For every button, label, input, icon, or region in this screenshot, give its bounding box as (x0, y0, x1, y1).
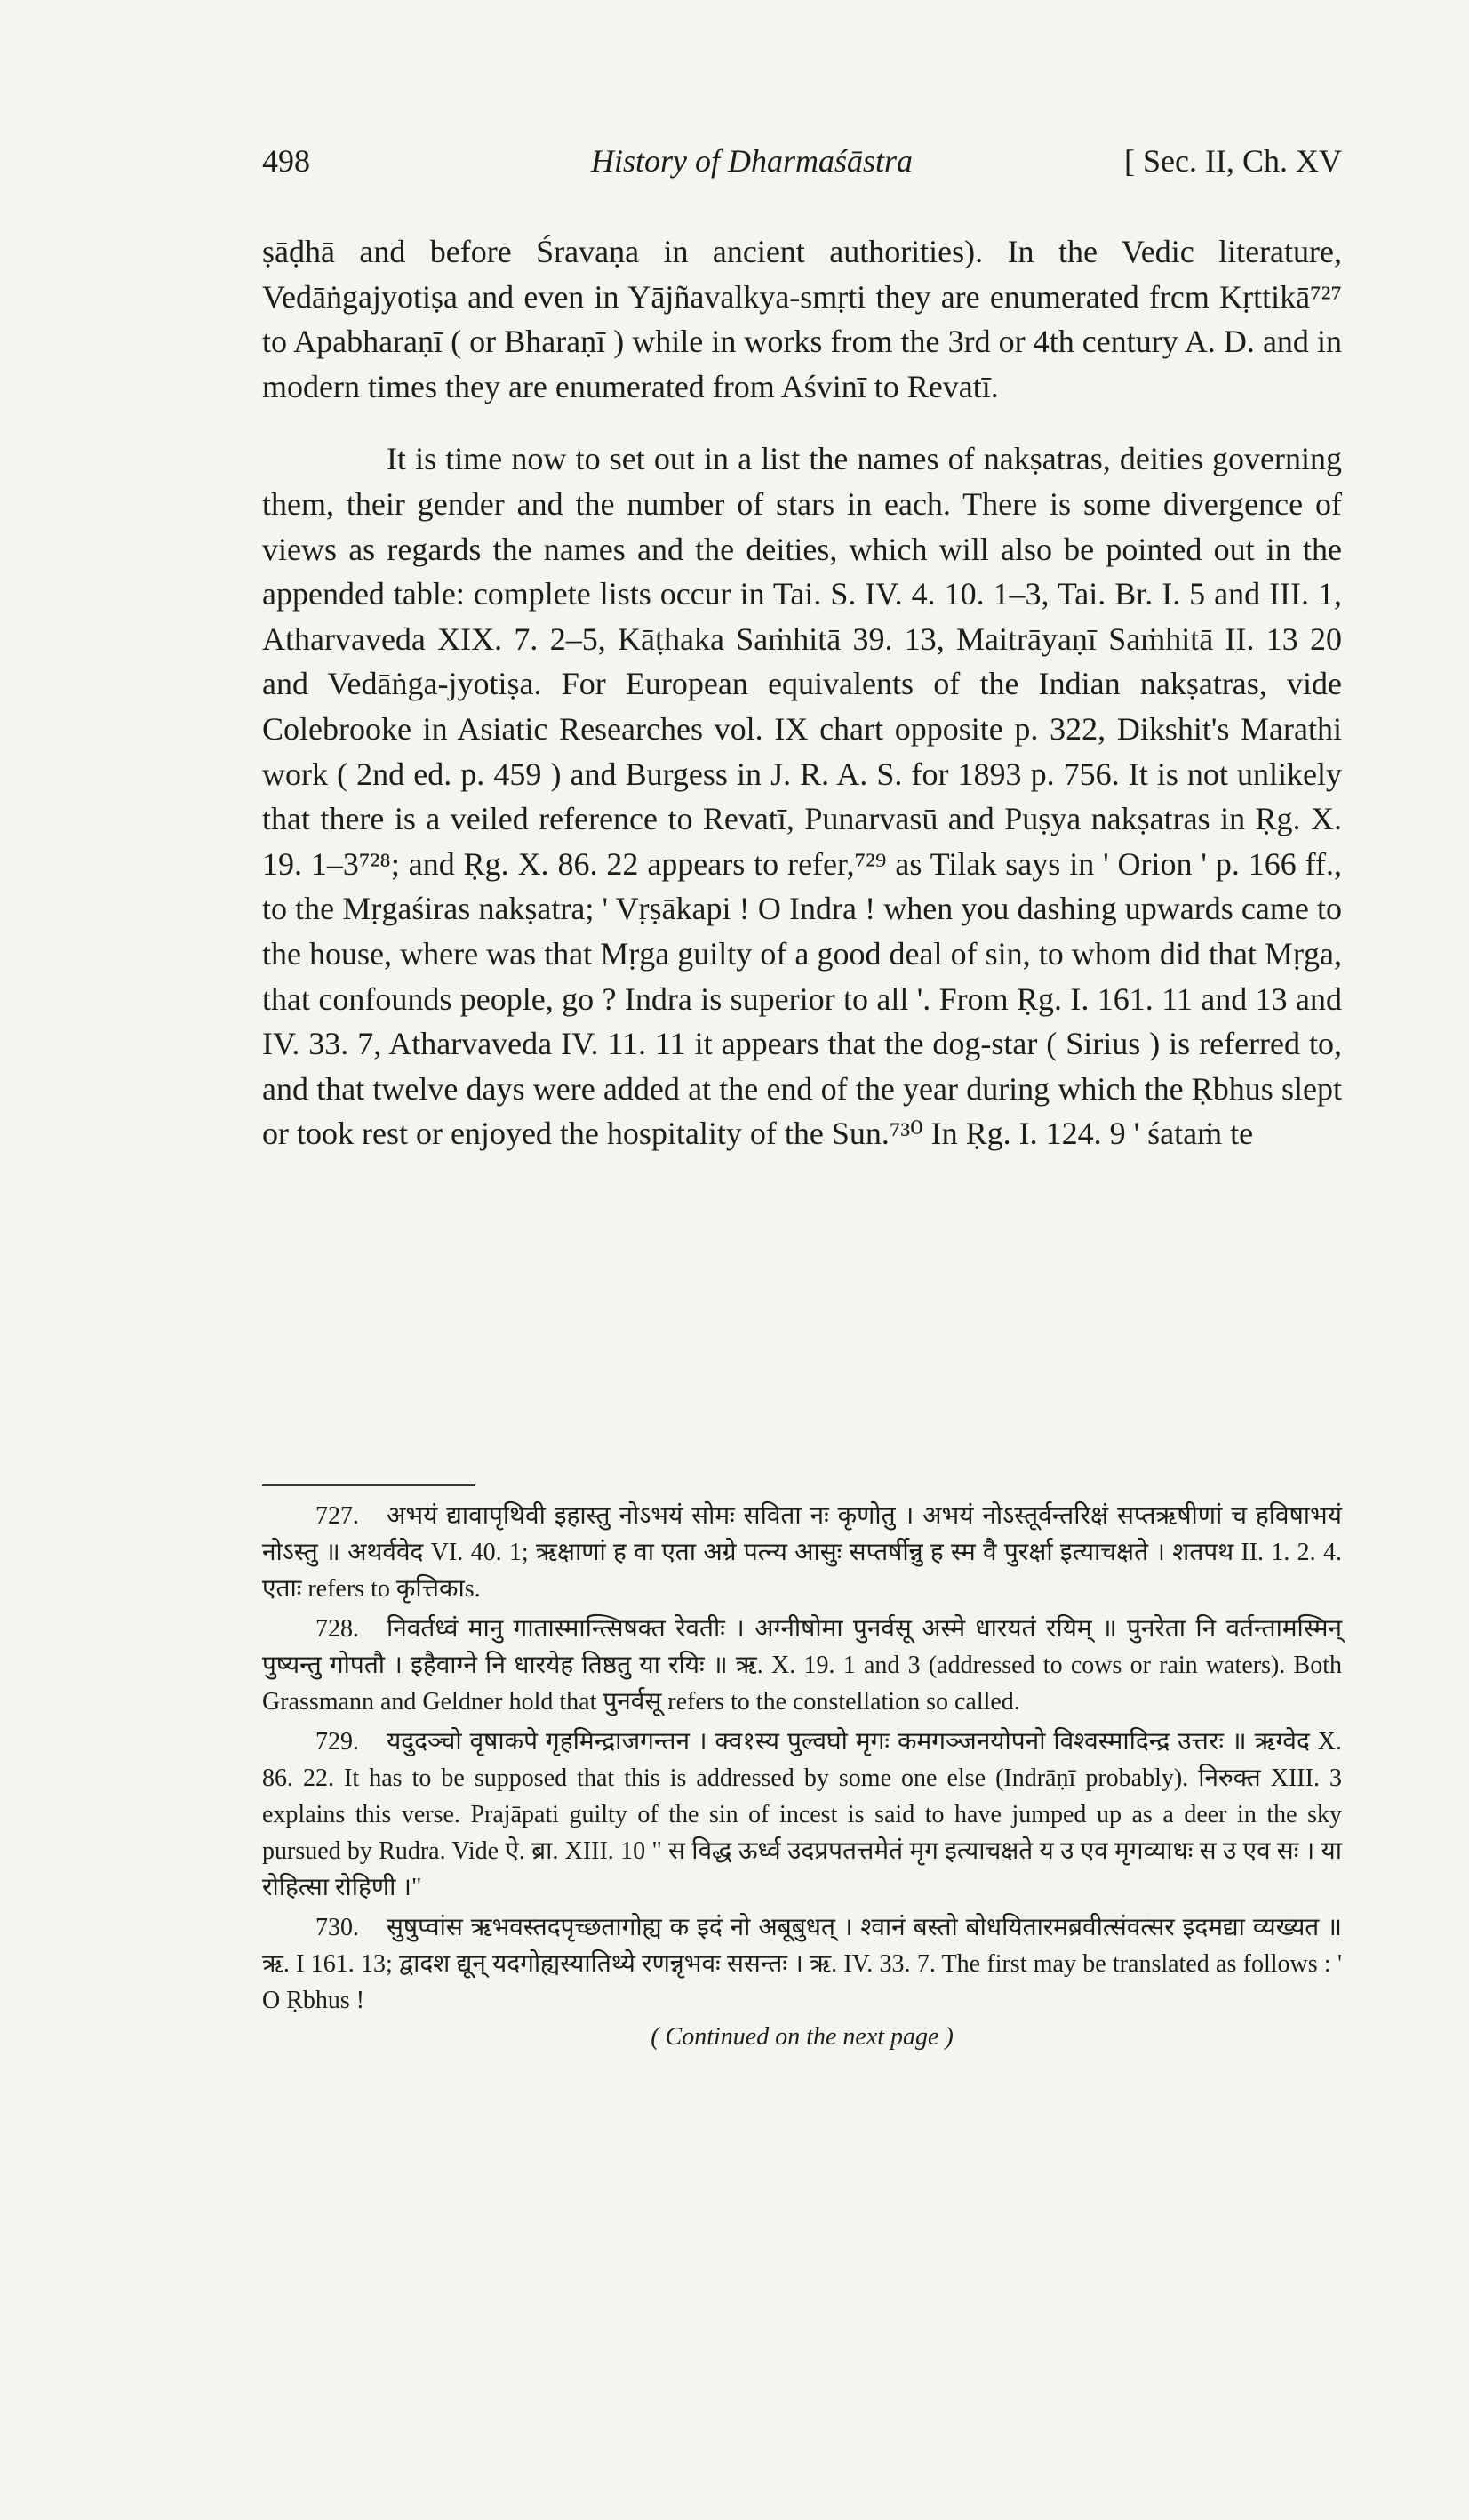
running-header (262, 142, 1342, 187)
footnote-text: यदुदञ्चो वृषाकपे गृहमिन्द्राजगन्तन । क्व१स्य पुल्वघो मृगः कमगञ्जनयोपनो विश्वस्मादिन्द्र उत्तरः ॥ ऋग्वेद X. 86. 22. It has to be supposed that this is addressed by some one else (Indrāṇī probably). निरुक्त XIII. 3 explains this verse. Prajāpati guilty of the sin of incest is said to have jumped up as a deer in the sky pursued by Rudra. Vide ऐ. ब्रा. XIII. 10 " स विद्ध ऊर्ध्व उदप्रपतत्तमेतं मृग इत्याचक्षते य उ एव मृगव्याधः स उ एव सः । या रोहित्सा रोहिणी ।" (262, 1728, 1342, 1901)
page-number: 498 (262, 143, 310, 179)
main-text (262, 229, 1342, 1156)
footnote-text: निवर्तध्वं मानु गातास्मान्त्सिषक्त रेवतीः । अग्नीषोमा पुनर्वसू अस्मे धारयतं रयिम् ॥ पुनरेता नि वर्तन्तामस्मिन् पुष्यन्तु गोपतौ । इहैवाग्ने नि धारयेह तिष्ठतु या रयिः ॥ ऋ. X. 19. 1 and 3 (addressed to cows or rain waters). Both Grassmann and Geldner hold that पुनर्वसू refers to the constellation so called. (262, 1615, 1342, 1716)
footnote-number: 727. (315, 1502, 359, 1530)
footnote-number: 729. (315, 1728, 359, 1756)
continued-note: ( Continued on the next page ) (651, 2023, 954, 2051)
footnote-text: अभयं द्यावापृथिवी इहास्तु नोऽभयं सोमः सविता नः कृणोतु । अभयं नोऽस्तूर्वन्तरिक्षं सप्तऋषीणां च हविषाभयं नोऽस्तु ॥ अथर्ववेद VI. 40. 1; ऋक्षाणां ह वा एता अग्रे पत्न्य आसुः सप्तर्षीन्नु ह स्म वै पुरर्क्षा इत्याचक्षते । शतपथ II. 1. 2. 4. एताः refers to कृत्तिकाs. (262, 1502, 1342, 1603)
footnote-separator (262, 1479, 475, 1486)
footnote-730 (262, 1909, 1342, 2019)
footnote-number: 728. (315, 1615, 359, 1643)
footnotes (262, 1498, 1342, 2055)
footnote-727 (262, 1498, 1342, 1607)
section-reference: [ Sec. II, Ch. XV (1124, 143, 1342, 179)
footnote-728 (262, 1611, 1342, 1720)
footnote-number: 730. (315, 1914, 359, 1941)
footnote-text: सुषुप्वांस ऋभवस्तदपृच्छतागोह्य क इदं नो अबूबुधत् । श्वानं बस्तो बोधयितारमब्रवीत्संवत्सर इदमद्या व्यख्यत ॥ ऋ. I 161. 13; द्वादश द्यून् यदगोह्यस्यातिथ्ये रणन्नृभवः ससन्तः । ऋ. IV. 33. 7. The first may be translated as follows : ' O Ṛbhus ! (262, 1914, 1342, 2014)
body-paragraph-2: It is time now to set out in a list the names of nakṣatras, deities governing them, their gender and the number of stars in each. There is some divergence of views as regards the names and the deities, which will also be pointed out in the appended table: complete lists occur in Tai. S. IV. 4. 10. 1–3, Tai. Br. I. 5 and III. 1, Atharvaveda XIX. 7. 2–5, Kāṭhaka Saṁhitā 39. 13, Maitrāyaṇī Saṁhitā II. 13 20 and Vedāṅga-jyotiṣa. For European equivalents of the Indian nakṣatras, vide Colebrooke in Asiatic Researches vol. IX chart opposite p. 322, Dikshit's Marathi work ( 2nd ed. p. 459 ) and Burgess in J. R. A. S. for 1893 p. 756. It is not unlikely that there is a veiled reference to Revatī, Punarvasū and Puṣya nakṣatras in Ṛg. X. 19. 1–3⁷²⁸; and Ṛg. X. 86. 22 appears to refer,⁷²⁹ as Tilak says in ' Orion ' p. 166 ff., to the Mṛgaśiras nakṣatra; ' Vṛṣākapi ! O Indra ! when you dashing upwards came to the house, where was that Mṛga guilty of a good deal of sin, to whom did that Mṛga, that confounds people, go ? Indra is superior to all '. From Ṛg. I. 161. 11 and 13 and IV. 33. 7, Atharvaveda IV. 11. 11 it appears that the dog-star ( Sirius ) is referred to, and that twelve days were added at the end of the year during which the Ṛbhus slept or took rest or enjoyed the hospitality of the Sun.⁷³⁰ In Ṛg. I. 124. 9 ' śataṁ te (262, 441, 1342, 1152)
footnote-729 (262, 1724, 1342, 1906)
running-title: History of Dharmaśāstra (591, 143, 914, 179)
body-paragraph-1: ṣāḍhā and before Śravaṇa in ancient authorities). In the Vedic literature, Vedāṅgajyotiṣa and even in Yājñavalkya-smṛti they are enumerated frcm Kṛttikā⁷²⁷ to Apabharaṇī ( or Bharaṇī ) while in works from the 3rd or 4th century A. D. and in modern times they are enumerated from Aśvinī to Revatī. (262, 234, 1342, 404)
